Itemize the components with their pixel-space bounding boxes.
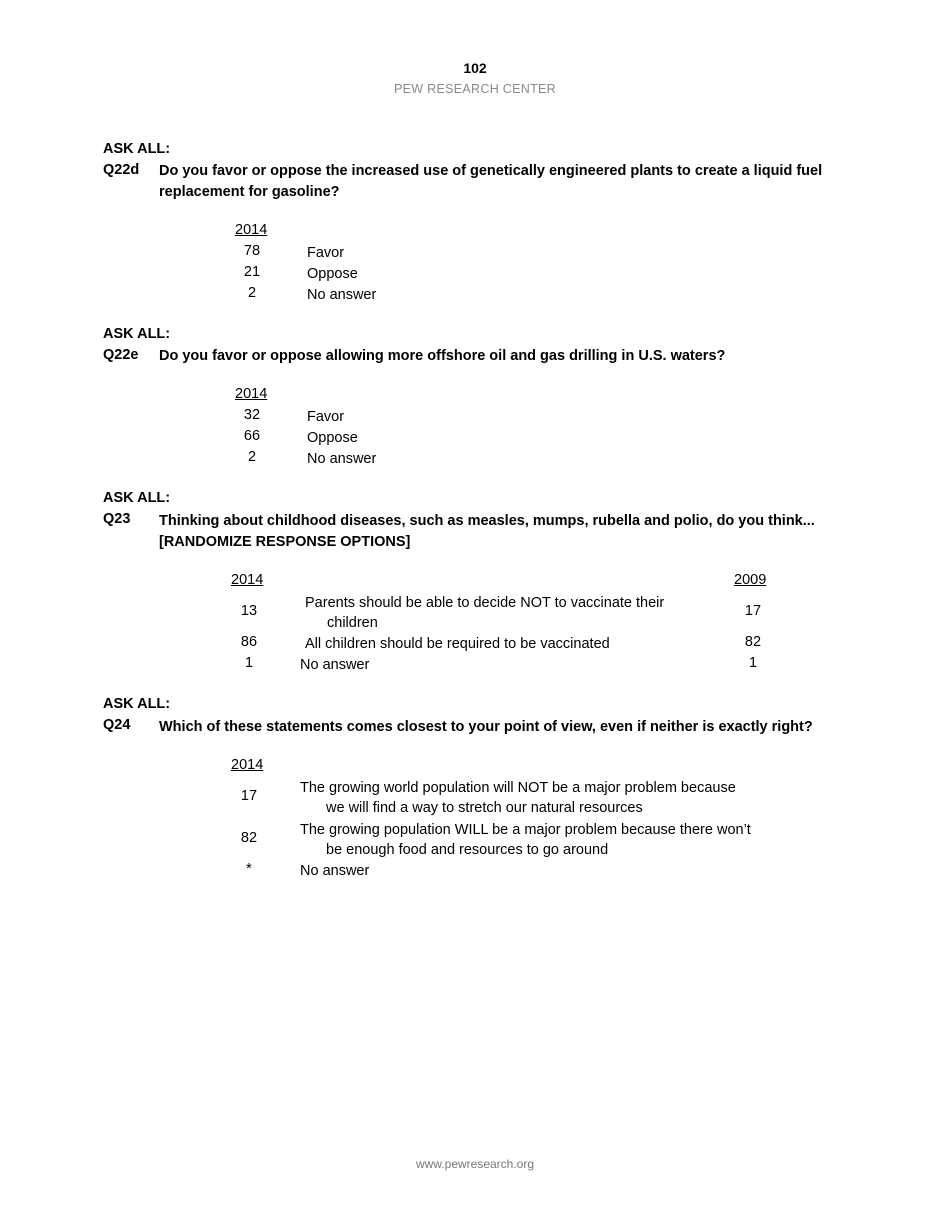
q22d-value: 78 — [243, 243, 261, 259]
q24-label-line1: The growing world population will NOT be a major problem because — [300, 780, 736, 796]
q23-question-line1: Thinking about childhood diseases, such as measles, mumps, rubella and polio, do you think... — [159, 513, 815, 529]
q23-ask-all: ASK ALL: — [103, 490, 171, 506]
footer-url[interactable]: www.pewresearch.org — [415, 1157, 535, 1171]
q23-randomize-note: [RANDOMIZE RESPONSE OPTIONS] — [159, 534, 411, 550]
q23-value-2009: 17 — [744, 603, 762, 619]
q24-label-line1: The growing population WILL be a major problem because there won’t — [300, 822, 751, 838]
q22d-year-header: 2014 — [235, 222, 268, 238]
q22d-id: Q22d — [103, 162, 140, 178]
q22d-question-text: Do you favor or oppose the increased use of genetically engineered plants to create a liquid fuel replacement for gasoline? — [159, 163, 823, 200]
q22e-label: Oppose — [307, 430, 358, 446]
q22d-value: 2 — [247, 285, 257, 301]
q22e-id: Q22e — [103, 347, 139, 363]
q24-label: No answer — [300, 863, 370, 879]
q23-value-2009: 1 — [748, 655, 758, 671]
q22d-value: 21 — [243, 264, 261, 280]
q24-year-header: 2014 — [231, 757, 264, 773]
q22e-value: 2 — [247, 449, 257, 465]
q22d-label: No answer — [307, 287, 377, 303]
q23-label — [305, 593, 664, 633]
q24-label — [300, 820, 751, 860]
q24-value: * — [246, 861, 252, 877]
q22d-label: Oppose — [307, 266, 358, 282]
q24-label-line2: we will find a way to stretch our natural resources — [326, 800, 643, 816]
q22e-label: Favor — [307, 409, 345, 425]
q23-label: All children should be required to be vaccinated — [305, 636, 610, 652]
q23-value-2014: 86 — [240, 634, 258, 650]
q23-id: Q23 — [103, 511, 131, 527]
q24-value: 82 — [240, 830, 258, 846]
q23-question-text — [159, 511, 879, 553]
q23-label-line1: Parents should be able to decide NOT to vaccinate their — [305, 595, 665, 611]
org-name: PEW RESEARCH CENTER — [394, 82, 556, 96]
q22d-ask-all: ASK ALL: — [103, 141, 171, 157]
q23-year-header-2014: 2014 — [231, 572, 264, 588]
q22e-value: 66 — [243, 428, 261, 444]
q22d-label: Favor — [307, 245, 345, 261]
q23-label: No answer — [300, 657, 370, 673]
q23-value-2014: 1 — [244, 655, 254, 671]
q24-ask-all: ASK ALL: — [103, 696, 171, 712]
q22e-label: No answer — [307, 451, 377, 467]
q24-id: Q24 — [103, 717, 131, 733]
q22e-question-text: Do you favor or oppose allowing more offshore oil and gas drilling in U.S. waters? — [159, 348, 726, 364]
q24-value: 17 — [240, 788, 258, 804]
q24-label — [300, 778, 736, 818]
page-number: 102 — [463, 60, 487, 76]
q23-value-2009: 82 — [744, 634, 762, 650]
q24-question-text: Which of these statements comes closest to your point of view, even if neither is exactly right? — [159, 719, 813, 735]
q22e-value: 32 — [243, 407, 261, 423]
q23-year-header-2009: 2009 — [734, 572, 767, 588]
q24-label-line2: be enough food and resources to go around — [326, 842, 609, 858]
q22e-year-header: 2014 — [235, 386, 268, 402]
q23-value-2014: 13 — [240, 603, 258, 619]
q22e-ask-all: ASK ALL: — [103, 326, 171, 342]
q23-label-line2: children — [327, 615, 378, 631]
